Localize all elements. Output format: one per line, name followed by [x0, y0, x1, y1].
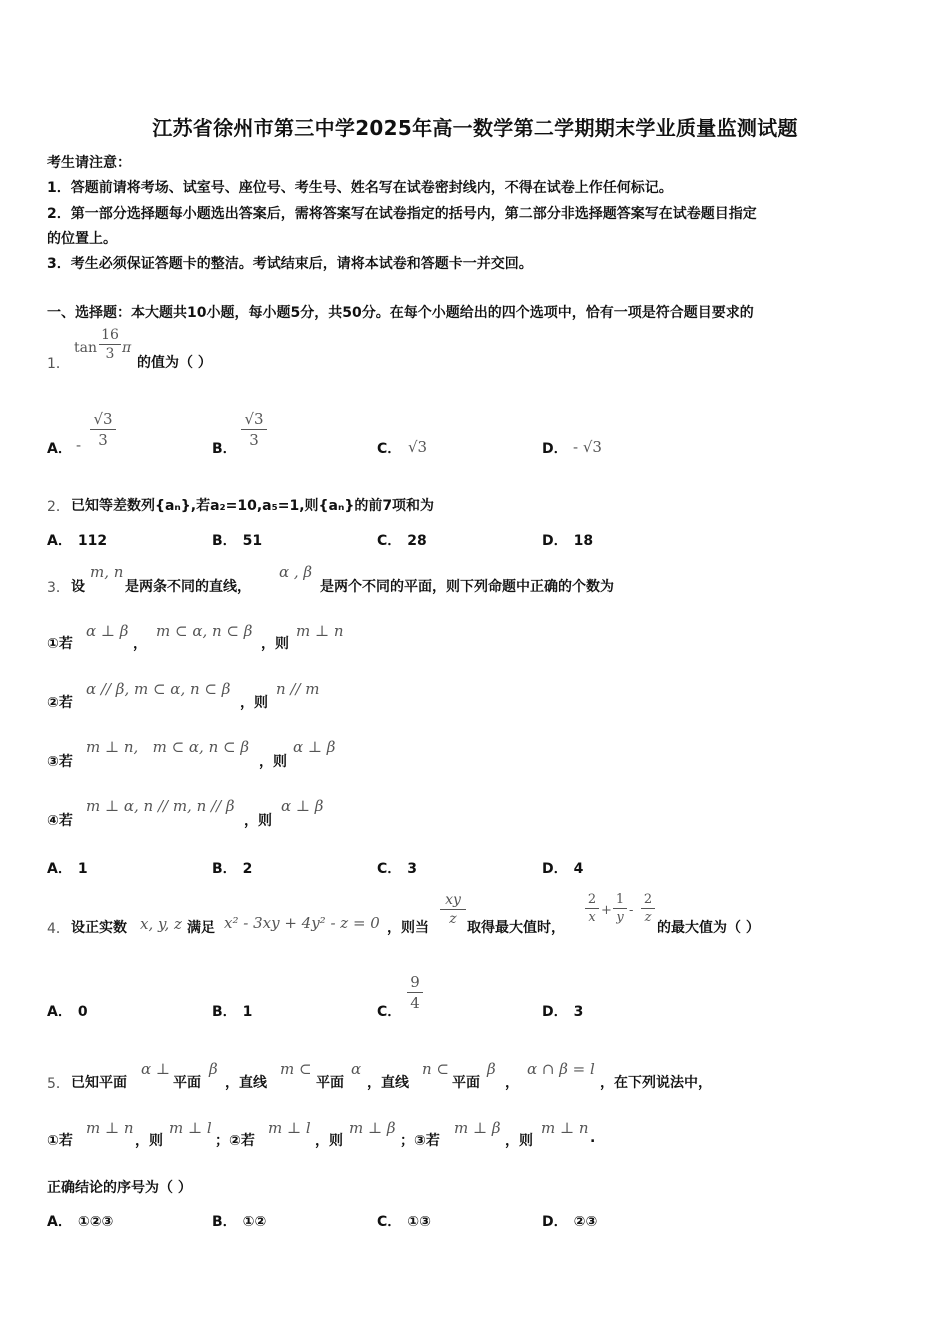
q4-xy-fraction	[440, 892, 466, 927]
q4-frac-2x	[585, 892, 599, 925]
q5-m2: β	[209, 1060, 218, 1078]
notice-item-2: 2．第一部分选择题每小题选出答案后，需将答案写在试卷指定的括号内，第二部分非选择题答案写在试卷题目指定	[47, 206, 757, 222]
q3-d-value: 4	[573, 861, 584, 877]
q3-s3-pre: ③若	[47, 754, 73, 770]
q3-s1-pre: ①若	[47, 636, 73, 652]
q3-s4-m1: m ⊥ α, n // m, n // β	[86, 797, 235, 815]
q4-c-fraction	[407, 973, 423, 1012]
q1-c-value: √3	[408, 438, 428, 456]
q5-option-d[interactable]	[542, 1211, 597, 1231]
q4-frac-2z	[641, 892, 655, 925]
q5-c-value: ①③	[407, 1214, 431, 1230]
q4-plus: +	[601, 903, 612, 918]
q3-s4-pre: ④若	[47, 813, 73, 829]
q1-b-bar	[241, 429, 267, 430]
q5-m6: β	[487, 1060, 496, 1078]
q5-m5: n ⊂	[422, 1060, 449, 1078]
q3-s2-m2: n // m	[276, 680, 320, 698]
q5-l2-4: ，则	[315, 1133, 343, 1149]
q3-option-c[interactable]	[377, 858, 417, 878]
q4-1y-den: y	[616, 910, 624, 925]
q3-c-value: 3	[407, 861, 418, 877]
notice-item-2-cont: 的位置上。	[47, 231, 117, 247]
q3-s2-pre: ②若	[47, 695, 73, 711]
q2-option-c[interactable]	[377, 530, 427, 550]
page-title: 江苏省徐州市第三中学2025年高一数学第二学期期末学业质量监测试题	[152, 116, 798, 140]
q3-s4-then: ，则	[244, 813, 272, 829]
q5-number: 5．	[47, 1076, 70, 1092]
q5-question: 正确结论的序号为（ ）	[47, 1180, 192, 1196]
q2-b-value: 51	[242, 533, 263, 549]
q4-vars: x, y, z	[140, 915, 182, 933]
q1-b-den: 3	[249, 431, 259, 449]
q5-m7: α ∩ β = l	[527, 1060, 595, 1078]
notice-item-1: 1．答题前请将考场、试室号、座位号、考生号、姓名写在试卷密封线内，不得在试卷上作任何标记。	[47, 180, 673, 196]
q4-2z-den: z	[644, 910, 652, 925]
q5-l2-m1: m ⊥ n	[86, 1119, 134, 1137]
q5-p6: 平面	[452, 1075, 480, 1091]
q4-frac-1y	[613, 892, 627, 925]
q4-option-d[interactable]	[542, 1001, 583, 1021]
q1-fraction-den: 3	[105, 346, 115, 362]
q4-d-label: D．	[542, 1004, 568, 1020]
q3-s3-then: ，则	[259, 754, 287, 770]
q4-minus: -	[629, 903, 634, 918]
q4-number: 4．	[47, 921, 70, 937]
q5-option-b[interactable]	[212, 1211, 266, 1231]
q5-m3: m ⊂	[280, 1060, 312, 1078]
q5-l2-m6: m ⊥ n	[541, 1119, 589, 1137]
q2-option-d[interactable]	[542, 530, 593, 550]
q4-a-value: 0	[77, 1004, 88, 1020]
q3-s3-m2: α ⊥ β	[293, 738, 336, 756]
q3-option-d[interactable]	[542, 858, 583, 878]
q4-c-den: 4	[410, 994, 420, 1012]
notice-heading: 考生请注意：	[47, 155, 131, 171]
q1-a-num: √3	[93, 410, 113, 428]
q5-l2-5: ；③若	[400, 1133, 440, 1149]
q3-b-value: 2	[242, 861, 253, 877]
q1-d-value: - √3	[573, 438, 602, 456]
q2-d-value: 18	[573, 533, 594, 549]
q3-s1-comma: ，	[133, 636, 147, 652]
q1-b-num: √3	[244, 410, 264, 428]
q5-p4: 平面	[316, 1075, 344, 1091]
q4-max: 取得最大值时，	[467, 920, 565, 936]
q5-m1: α ⊥	[141, 1060, 171, 1078]
q5-l2-m2: m ⊥ l	[169, 1119, 212, 1137]
q2-c-value: 28	[407, 533, 427, 549]
q4-1y-bar	[613, 908, 627, 909]
q4-2z-num: 2	[643, 892, 653, 907]
q4-c-num: 9	[410, 973, 420, 991]
q1-tan: tan	[74, 340, 97, 356]
q3-ab: α , β	[279, 563, 313, 581]
q5-d-label: D．	[542, 1214, 568, 1230]
q4-2x-bar	[585, 908, 599, 909]
q4-equation: x² - 3xy + 4y² - z = 0	[224, 914, 380, 932]
q1-a-fraction	[90, 410, 116, 449]
q5-l2-3: ；②若	[215, 1133, 255, 1149]
q3-s1-m3: m ⊥ n	[296, 622, 344, 640]
q5-option-c[interactable]	[377, 1211, 431, 1231]
q4-b-value: 1	[242, 1004, 253, 1020]
notice-item-3: 3．考生必须保证答题卡的整洁。考试结束后，请将本试卷和答题卡一并交回。	[47, 256, 533, 272]
q3-option-b[interactable]	[212, 858, 252, 878]
q3-s1-then: ，则	[261, 636, 289, 652]
q4-xy-num: xy	[445, 892, 461, 908]
q2-c-label: C．	[377, 533, 402, 549]
q3-s4-m2: α ⊥ β	[281, 797, 324, 815]
q5-p1: 已知平面	[71, 1075, 127, 1091]
q5-l2-1: ①若	[47, 1133, 73, 1149]
q5-a-value: ①②③	[77, 1214, 114, 1230]
q2-number: 2．	[47, 499, 70, 515]
q1-a-den: 3	[98, 431, 108, 449]
q5-p3: ，直线	[225, 1075, 267, 1091]
q3-option-a[interactable]	[47, 858, 88, 878]
q4-xy-bar	[440, 909, 466, 910]
q5-option-a[interactable]	[47, 1211, 113, 1231]
q2-a-label: A．	[47, 533, 72, 549]
q5-p7: ，	[505, 1075, 519, 1091]
q4-mid: 满足	[187, 920, 215, 936]
q5-p5: ，直线	[367, 1075, 409, 1091]
q3-s1-m2: m ⊂ α, n ⊂ β	[156, 622, 253, 640]
q5-c-label: C．	[377, 1214, 402, 1230]
q3-a-value: 1	[77, 861, 88, 877]
q4-post: 的最大值为（ ）	[657, 920, 760, 936]
section-heading: 一、选择题：本大题共10小题，每小题5分，共50分。在每个小题给出的四个选项中，恰有一项是符合题目要求的	[47, 305, 754, 321]
q3-s1-m1: α ⊥ β	[86, 622, 129, 640]
q5-l2-m4: m ⊥ β	[349, 1119, 396, 1137]
q3-mn: m, n	[90, 563, 124, 581]
q5-a-label: A．	[47, 1214, 72, 1230]
q1-fraction-num: 16	[101, 327, 119, 343]
q4-2x-den: x	[588, 910, 596, 925]
q1-option-d[interactable]: D．	[542, 441, 568, 457]
q5-m4: α	[351, 1060, 362, 1078]
q2-b-label: B．	[212, 533, 237, 549]
q4-c-bar	[407, 992, 423, 993]
q2-d-label: D．	[542, 533, 568, 549]
q4-when: ，则当	[387, 920, 429, 936]
q1-b-fraction	[241, 410, 267, 449]
q5-l2-2: ，则	[135, 1133, 163, 1149]
q5-l2-m3: m ⊥ l	[268, 1119, 311, 1137]
q3-d-label: D．	[542, 861, 568, 877]
q3-mid: 是两条不同的直线，	[125, 579, 251, 595]
q4-b-label: B．	[212, 1004, 237, 1020]
q2-option-a[interactable]	[47, 530, 107, 550]
q2-question: 已知等差数列{aₙ},若a₂=10,a₅=1,则{aₙ}的前7项和为	[71, 498, 435, 514]
q5-b-label: B．	[212, 1214, 237, 1230]
q5-p8: ，在下列说法中，	[600, 1075, 712, 1091]
q4-2x-num: 2	[587, 892, 597, 907]
q1-fraction-bar	[99, 344, 121, 345]
q3-s3-m1: m ⊥ n, m ⊂ α, n ⊂ β	[86, 738, 250, 756]
q2-a-value: 112	[77, 533, 108, 549]
q5-b-value: ①②	[242, 1214, 267, 1230]
q3-c-label: C．	[377, 861, 402, 877]
q3-a-label: A．	[47, 861, 72, 877]
q5-l2-dot: .	[590, 1130, 596, 1146]
q5-l2-m5: m ⊥ β	[454, 1119, 501, 1137]
q3-pre: 设	[71, 579, 85, 595]
q1-option-a[interactable]: A．	[47, 441, 72, 457]
q4-pre: 设正实数	[71, 920, 127, 936]
q4-option-c[interactable]: C．	[377, 1004, 402, 1020]
q5-p2: 平面	[173, 1075, 201, 1091]
q1-option-b[interactable]: B．	[212, 441, 237, 457]
q5-d-value: ②③	[573, 1214, 598, 1230]
q2-option-b[interactable]	[212, 530, 262, 550]
q3-s2-m1: α // β, m ⊂ α, n ⊂ β	[86, 680, 231, 698]
q4-option-a[interactable]	[47, 1001, 88, 1021]
q3-b-label: B．	[212, 861, 237, 877]
q3-s2-then: ，则	[240, 695, 268, 711]
q1-fraction	[99, 327, 121, 362]
q1-question: 的值为（ ）	[137, 355, 212, 371]
q1-number: 1．	[47, 356, 70, 372]
q4-option-b[interactable]	[212, 1001, 252, 1021]
q1-option-c[interactable]: C．	[377, 441, 402, 457]
q1-a-bar	[90, 429, 116, 430]
q1-a-minus: -	[76, 436, 82, 454]
q4-d-value: 3	[573, 1004, 584, 1020]
q1-pi: π	[122, 340, 132, 356]
q4-1y-num: 1	[615, 892, 625, 907]
q3-number: 3．	[47, 580, 70, 596]
q3-post: 是两个不同的平面，则下列命题中正确的个数为	[320, 579, 614, 595]
q4-a-label: A．	[47, 1004, 72, 1020]
q4-2z-bar	[641, 908, 655, 909]
q4-xy-den: z	[449, 911, 457, 927]
q5-l2-6: ，则	[505, 1133, 533, 1149]
